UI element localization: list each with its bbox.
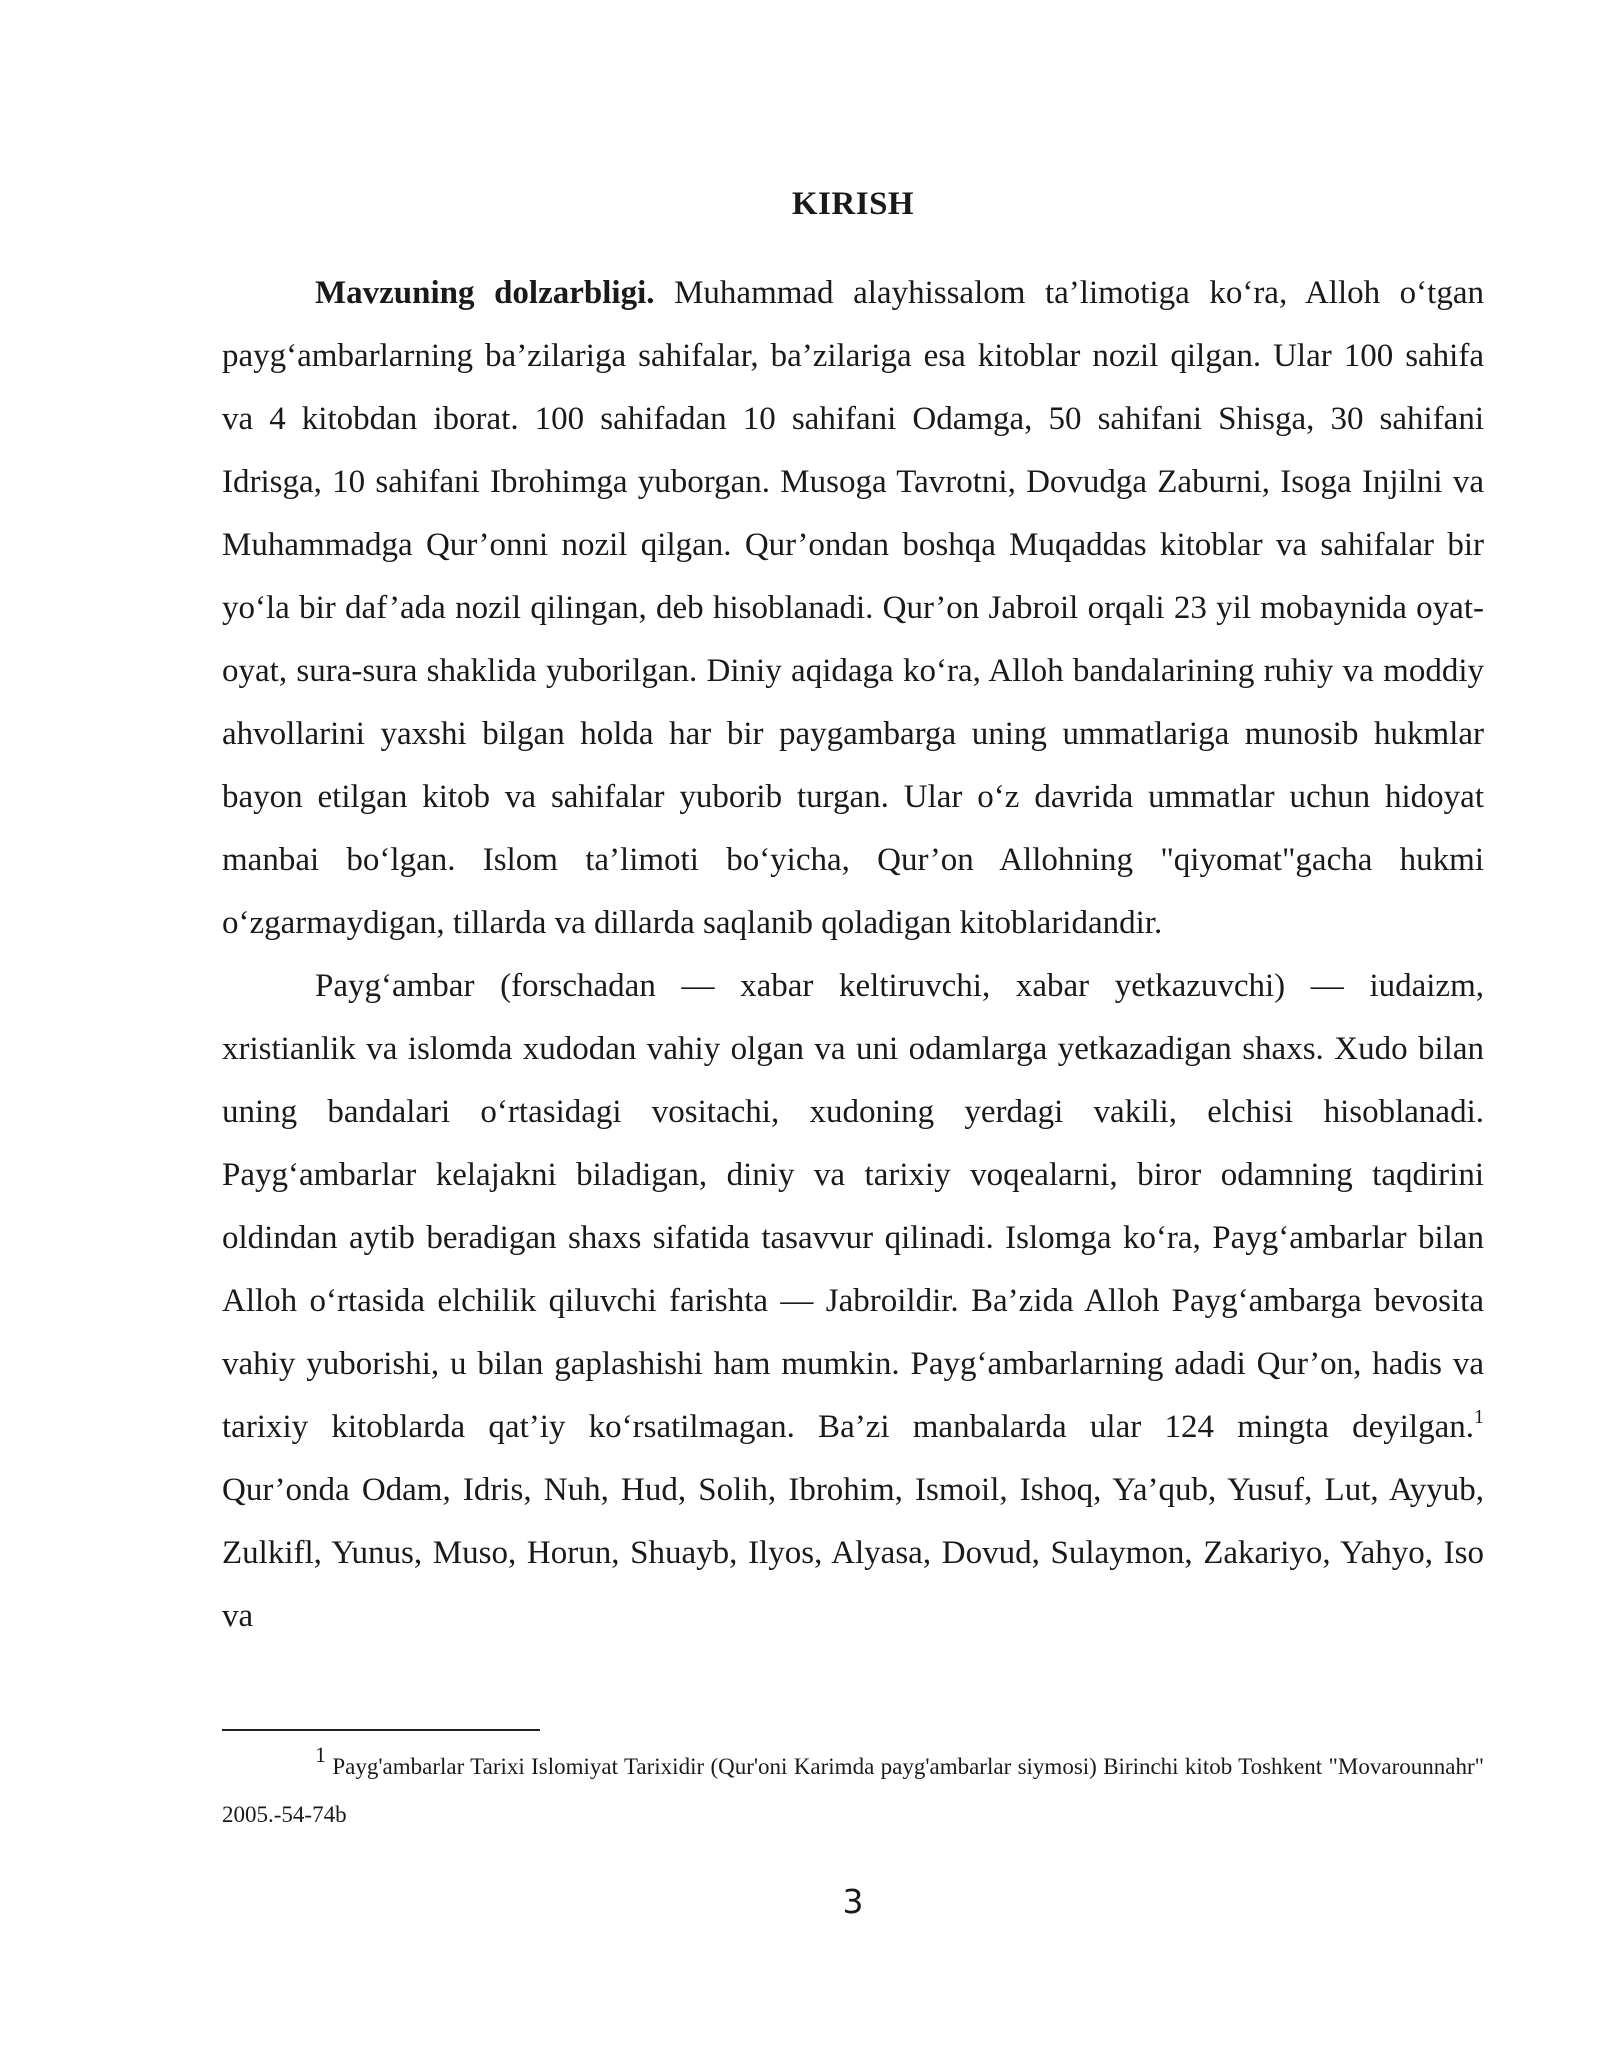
paragraph-text: Payg‘ambar (forschadan — xabar keltiruvchi, xabar yetkazuvchi) — iudaizm, xristianlik va islomda xudodan vahiy olgan va uni odamlarga yetkazadigan shaxs. Xudo bilan uning bandalari o‘rtasidagi vositachi, xudoning yerdagi vakili, elchisi hisoblanadi. Payg‘ambarlar kelajakni biladigan, diniy va tarixiy voqealarni, biror odamning taqdirini oldindan aytib beradigan shaxs sifatida tasavvur qilinadi. Islomga ko‘ra, Payg‘ambarlar bilan Alloh o‘rtasida elchilik qiluvchi farishta — Jabroildir. Ba’zida Alloh Payg‘ambarga bevosita vahiy yuborishi, u bilan gaplashishi ham mumkin. Payg‘ambarlarning adadi Qur’on, hadis va tarixiy kitoblarda qat’iy ko‘rsatilmagan. Ba’zi manbalarda ular 124 mingta deyilgan. <box>222 968 1484 1445</box>
footnote-text: Payg'ambarlar Tarixi Islomiyat Tarixidir (Qur'oni Karimda payg'ambarlar siymosi) Birinchi kitob Toshkent "Movarounnahr" 2005.-54-74b <box>222 1754 1484 1827</box>
footnote-separator <box>222 1729 540 1731</box>
footnote-reference[interactable]: 1 <box>1474 1406 1484 1428</box>
paragraph-relevance <box>222 262 1484 955</box>
paragraph-prophet <box>222 955 1484 1648</box>
page-number: 3 <box>842 1882 864 1921</box>
paragraph-lead: Mavzuning dolzarbligi. <box>315 275 655 311</box>
footnote-mark: 1 <box>315 1742 326 1767</box>
paragraph-text: Muhammad alayhissalom ta’limotiga ko‘ra, Alloh o‘tgan payg‘ambarlarning ba’zilariga sahifalar, ba’zilariga esa kitoblar nozil qilgan. Ular 100 sahifa va 4 kitobdan iborat. 100 sahifadan 10 sahifani Odamga, 50 sahifani Shisga, 30 sahifani Idrisga, 10 sahifani Ibrohimga yuborgan. Musoga Tavrotni, Dovudga Zaburni, Isoga Injilni va Muhammadga Qur’onni nozil qilgan. Qur’ondan boshqa Muqaddas kitoblar va sahifalar bir yo‘la bir daf’ada nozil qilingan, deb hisoblanadi. Qur’on Jabroil orqali 23 yil mobaynida oyat-oyat, sura-sura shaklida yuborilgan. Diniy aqidaga ko‘ra, Alloh bandalarining ruhiy va moddiy ahvollarini yaxshi bilgan holda har bir paygambarga uning ummatlariga munosib hukmlar bayon etilgan kitob va sahifalar yuborib turgan. Ular o‘z davrida ummatlar uchun hidoyat manbai bo‘lgan. Islom ta’limoti bo‘yicha, Qur’on Allohning "qiyomat"gacha hukmi o‘zgarmaydigan, tillarda va dillarda saqlanib qoladigan kitoblaridandir. <box>222 275 1484 941</box>
body-text <box>222 262 1484 1648</box>
paragraph-text-continued: Qur’onda Odam, Idris, Nuh, Hud, Solih, Ibrohim, Ismoil, Ishoq, Ya’qub, Yusuf, Lut, Ayyub, Zulkifl, Yunus, Muso, Horun, Shuayb, Ilyos, Alyasa, Dovud, Sulaymon, Zakariyo, Yahyo, Iso va <box>222 1472 1484 1634</box>
footnote <box>222 1743 1484 1839</box>
section-heading: KIRISH <box>791 186 915 222</box>
